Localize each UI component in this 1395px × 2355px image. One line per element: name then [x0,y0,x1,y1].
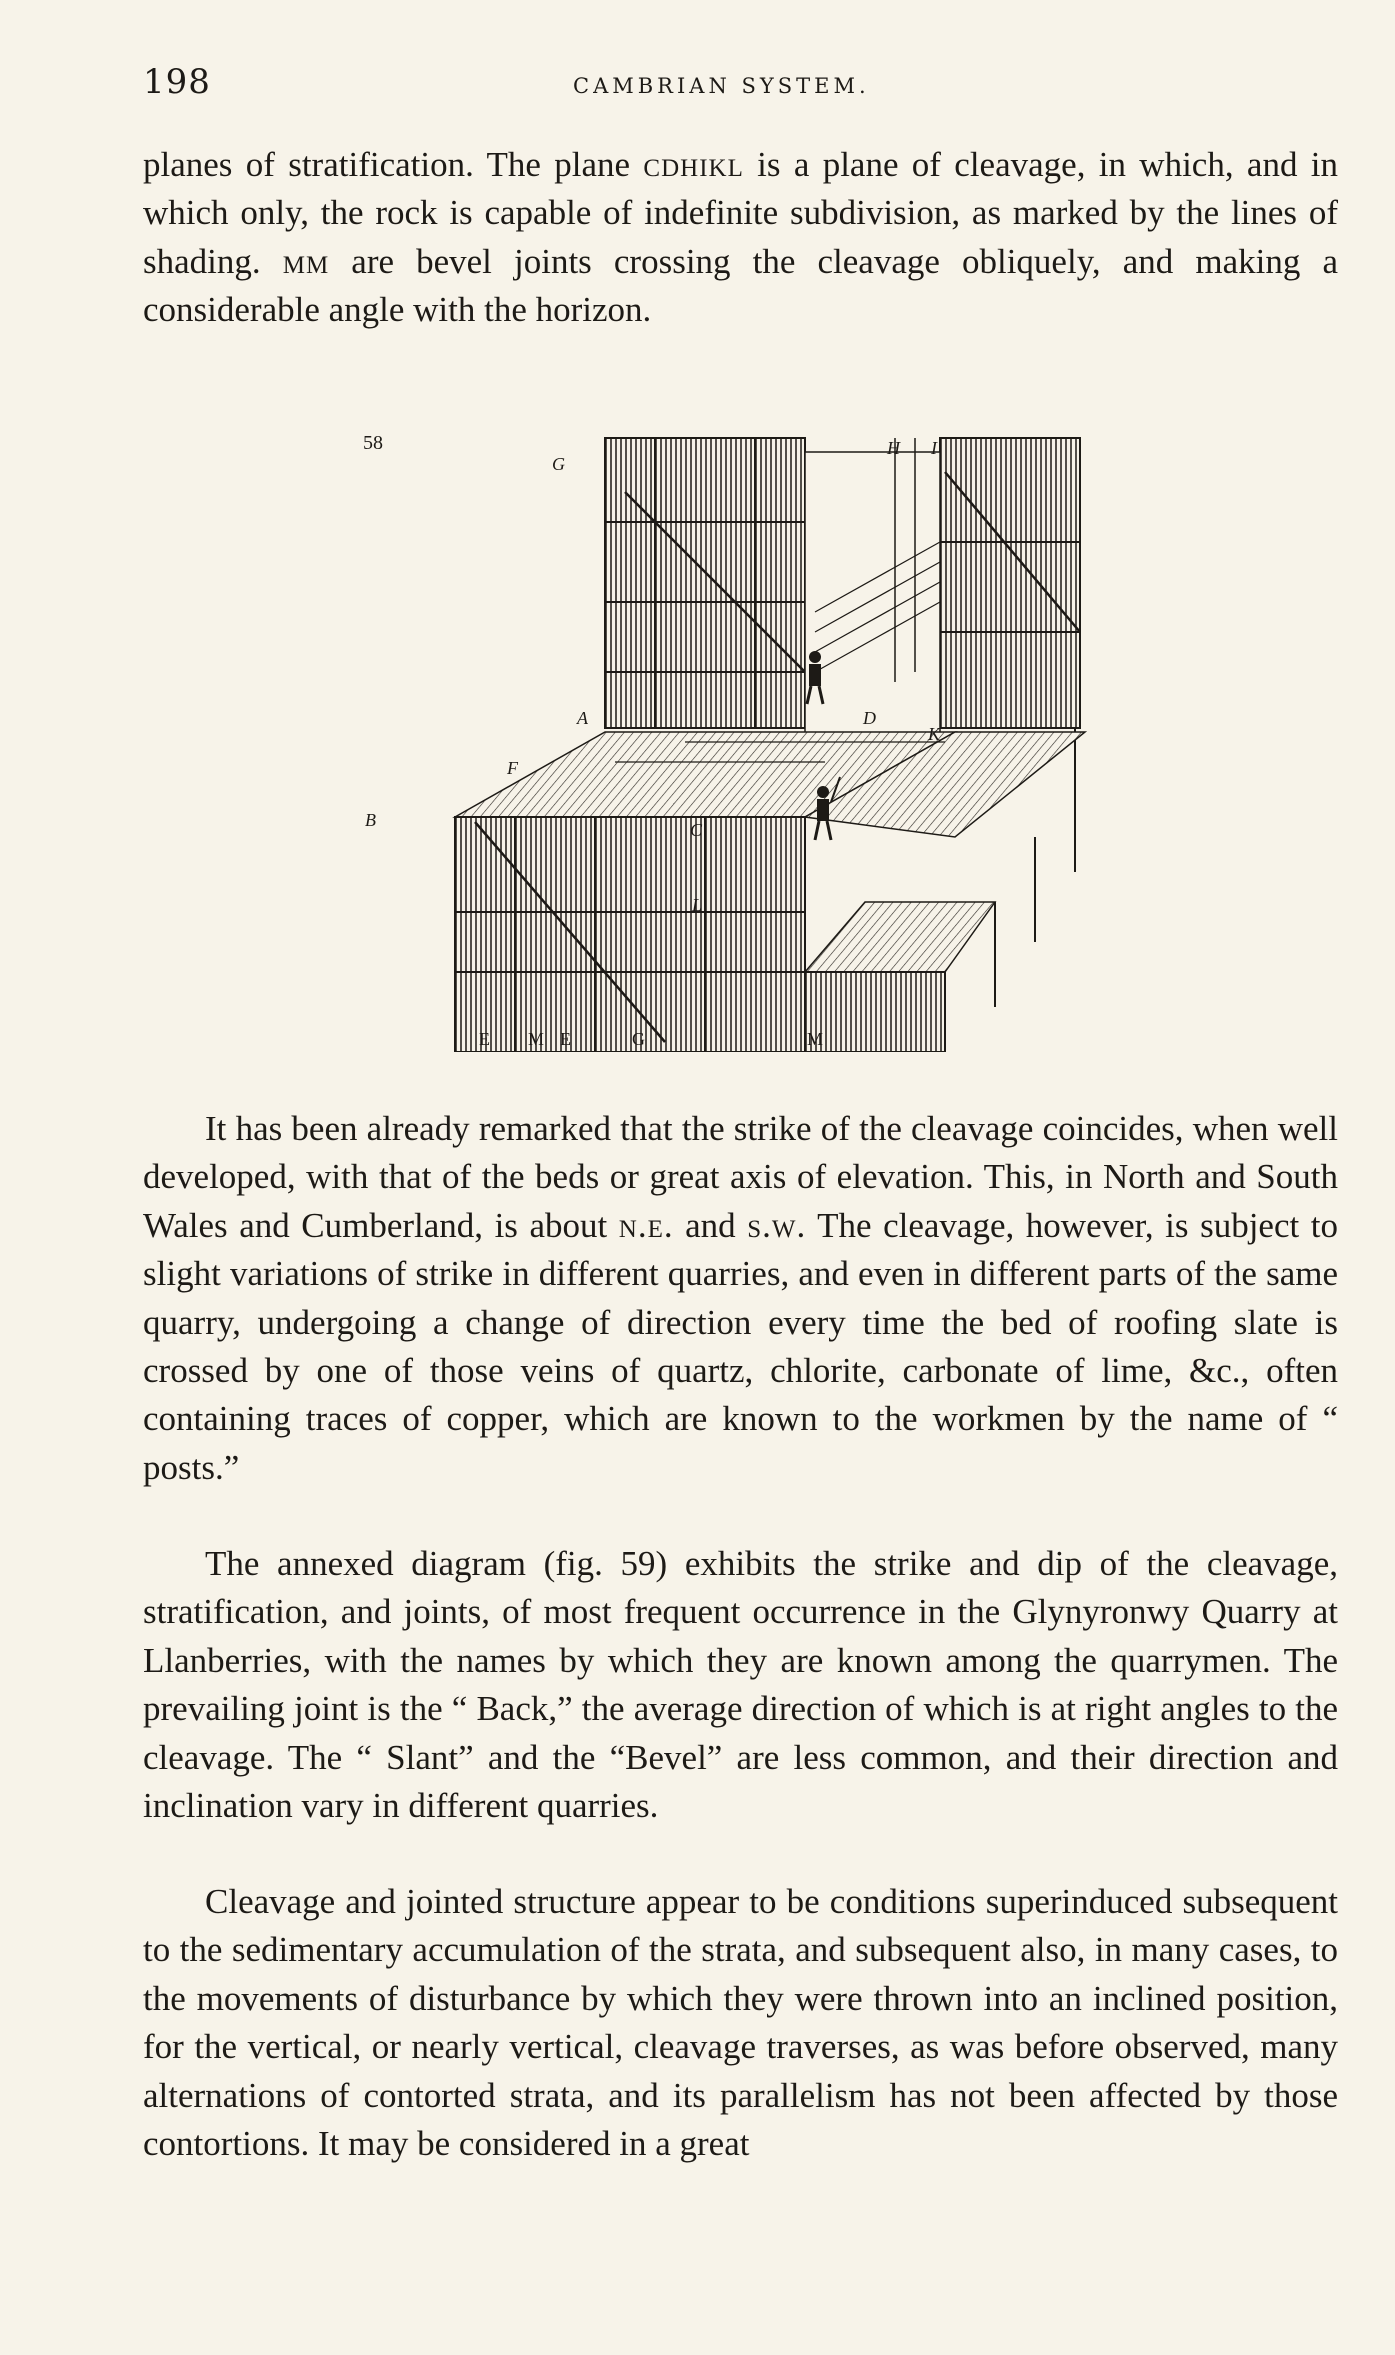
label-h: H [887,438,900,458]
figure-58 [355,432,1125,1052]
bottom-label-g: G [632,1029,646,1049]
running-title: CAMBRIAN SYSTEM. [573,74,870,98]
label-c: C [690,820,703,840]
paragraph-2: It has been already remarked that the strike of the cleavage coincides, when well developed, with that of the beds or great axis of elevation. This, in North and South Wales and Cumberland, is about n.e. and s.w. The cleavage, however, is subject to slight variations of strike in different quarries, and even in different parts of the same quarry, undergoing a change of direction every time the bed of roofing slate is crossed by one of those veins of quartz, chlorite, carbonate of lime, &c., often containing traces of copper, which are known to the workmen by the name of “ posts.” [143,1109,1338,1487]
label-g-top: G [552,454,565,474]
paragraph-1: planes of stratification. The plane cdhikl is a plane of cleavage, in which, and in which only, the rock is capable of indefinite subdivision, as marked by the lines of shading. mm are bevel joints crossing the cleavage obliquely, and making a considerable angle with the horizon. [143,145,1338,330]
label-i: I [931,438,937,458]
bottom-label-e: E [479,1029,491,1049]
label-k: K [928,724,941,744]
running-head [143,62,1338,102]
bottom-label-m2: M [807,1029,825,1049]
quarry-cleavage-diagram [355,432,1125,1052]
figure-number: 58 [363,432,383,454]
label-l: L [692,895,703,915]
lower-right-block [805,837,1035,1052]
paragraph-4: Cleavage and jointed structure appear to be conditions superinduced subsequent to the sedimentary accumulation of the strata, and subsequent also, in many cases, to the movements of disturbance by which they were thrown into an inclined position, for the vertical, or nearly vertical, cleavage traverses, as was before observed, many alternations of contorted strata, and its parallelism has not been affected by those contortions. It may be considered in a great [143,1882,1338,2164]
upper-left-block [605,438,805,728]
label-b: B [365,810,376,830]
bottom-label-e2: E [560,1029,572,1049]
page-number: 198 [143,62,211,102]
label-f: F [507,758,518,778]
paragraph-3: The annexed diagram (fig. 59) exhibits the strike and dip of the cleavage, stratification, and joints, of most frequent occurrence in the Glynyronwy Quarry at Llanberries, with the names by which they are known among the quarrymen. The prevailing joint is the “ Back,” the average direction of which is at right angles to the cleavage. The “ Slant” and the “Bevel” are less common, and their direction and inclination vary in different quarries. [143,1544,1338,1826]
lower-left-block [455,817,805,1052]
bottom-label-m1: M [528,1029,546,1049]
label-a: A [577,708,588,728]
label-d: D [863,708,876,728]
